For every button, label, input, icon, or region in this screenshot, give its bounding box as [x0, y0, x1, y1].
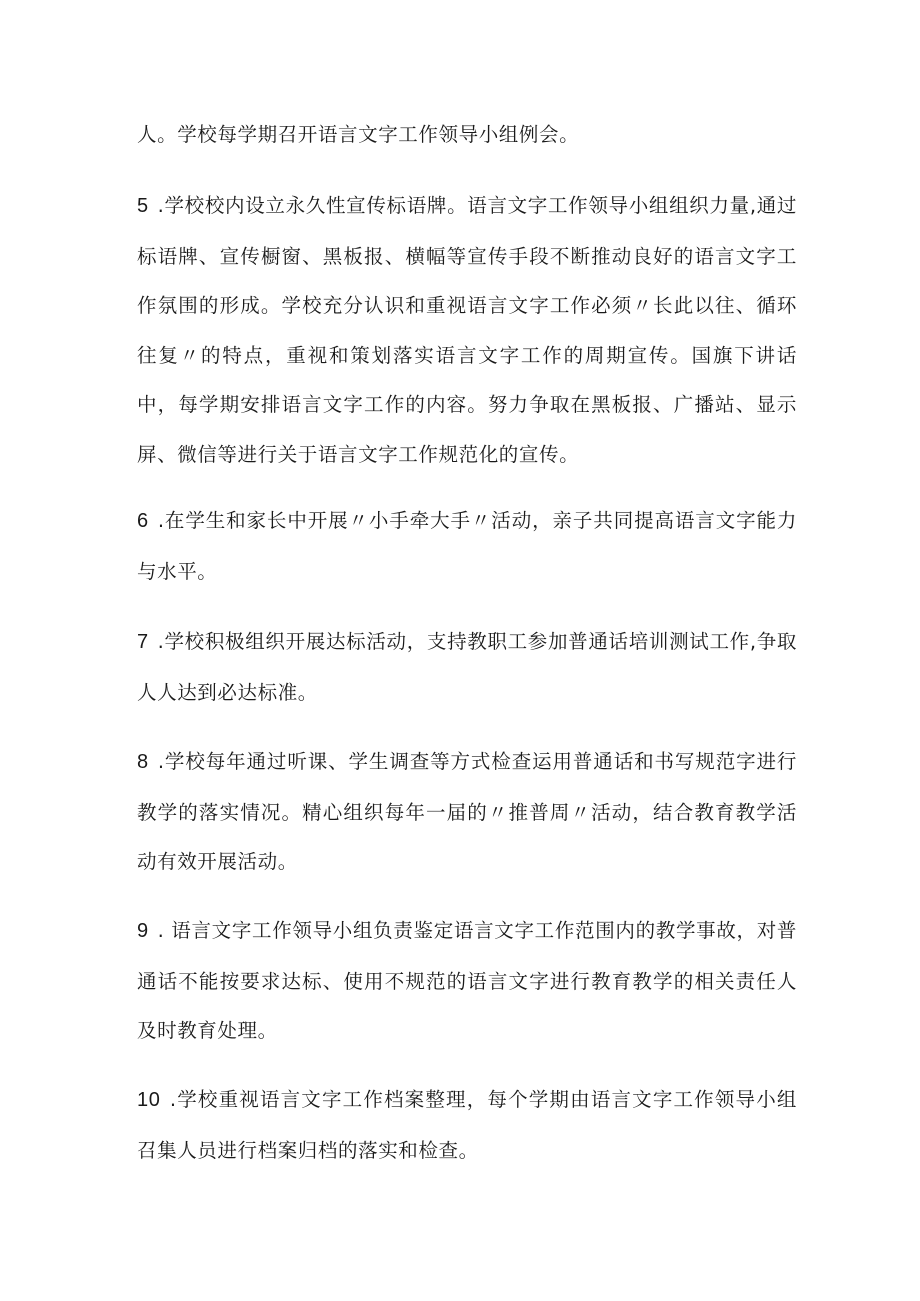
paragraph-text: .学校重视语言文字工作档案整理，每个学期由语言文字工作领导小组召集人员进行档案归档的落实和检查。: [137, 1088, 797, 1162]
paragraph-number: 5: [137, 195, 149, 217]
paragraph-number: 9: [137, 920, 149, 942]
paragraph-number: 8: [137, 751, 149, 773]
paragraph-item-5: [137, 181, 797, 479]
paragraph-text: .学校校内设立永久性宣传标语牌。语言文字工作领导小组组织力量,通过标语牌、宣传橱窗、黑板报、横幅等宣传手段不断推动良好的语言文字工作氛围的形成。学校充分认识和重视语言文字工作必须〃长此以往、循环往复〃的特点，重视和策划落实语言文字工作的周期宣传。国旗下讲话中，每学期安排语言文字工作的内容。努力争取在黑板报、广播站、显示屏、微信等进行关于语言文字工作规范化的宣传。: [137, 194, 797, 466]
paragraph-text: . 语言文字工作领导小组负责鉴定语言文字工作范围内的教学事故，对普通话不能按要求达标、使用不规范的语言文字进行教育教学的相关责任人及时教育处理。: [137, 919, 797, 1042]
paragraph-text: .在学生和家长中开展〃小手牵大手〃活动，亲子共同提高语言文字能力与水平。: [137, 509, 797, 583]
paragraph-text: .学校每年通过听课、学生调查等方式检查运用普通话和书写规范字进行教学的落实情况。精心组织每年一届的〃推普周〃活动，结合教育教学活动有效开展活动。: [137, 750, 797, 873]
paragraph-text: 人。学校每学期召开语言文字工作领导小组例会。: [137, 123, 580, 146]
paragraph-continuation: [137, 110, 797, 160]
paragraph-item-9: [137, 906, 797, 1056]
paragraph-number: 7: [137, 631, 149, 653]
paragraph-item-8: [137, 737, 797, 887]
paragraph-number: 6: [137, 510, 149, 532]
paragraph-text: .学校积极组织开展达标活动，支持教职工参加普通话培训测试工作,争取人人达到必达标准。: [137, 630, 797, 704]
paragraph-item-7: [137, 617, 797, 717]
paragraph-item-6: [137, 496, 797, 596]
paragraph-item-10: [137, 1075, 797, 1175]
paragraph-number: 10: [137, 1089, 161, 1111]
